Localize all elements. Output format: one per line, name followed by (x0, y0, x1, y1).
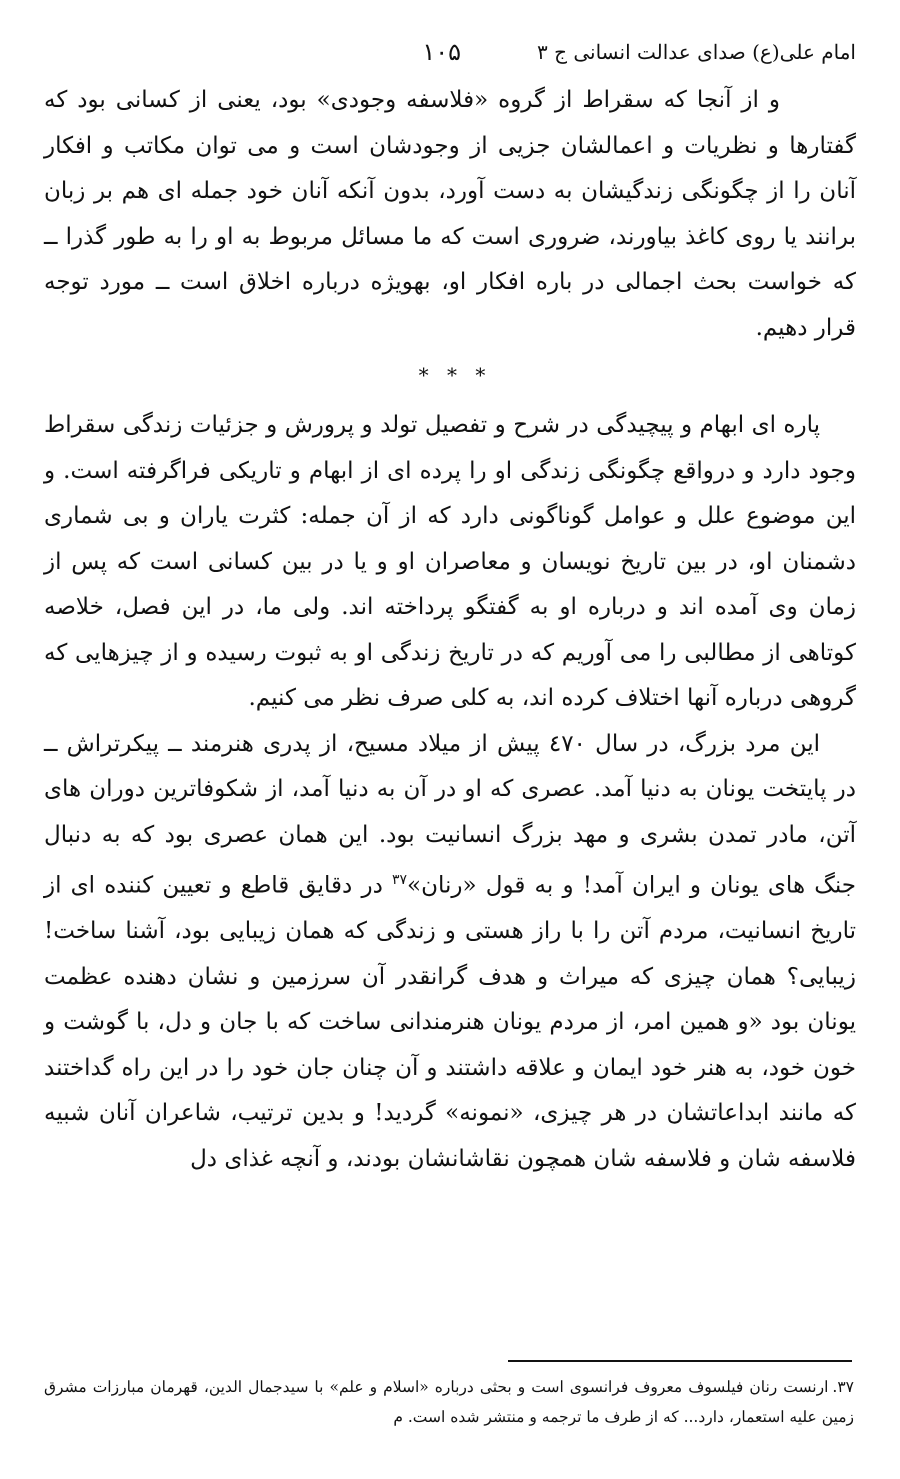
paragraph-2: پاره ای ابهام و پیچیدگی در شرح و تفصیل تولد و پرورش و جزئیات زندگی سقراط وجود دارد و درواقع چگونگی زندگی او را پرده ای از ابهام و تاریکی فراگرفته است. و این موضوع علل و عوامل گوناگونی دارد که از آن جمله: کثرت یاران و بی شماری دشمنان او، در بین تاریخ نویسان و معاصران او و یا در بین کسانی است که پس از زمان وی آمده اند و درباره او به گفتگو پرداخته اند. ولی ما، در این فصل، خلاصه کوتاهی از مطالبی را می آوریم که در تاریخ زندگی او به ثبوت رسیده و از چیزهایی که گروهی درباره آنها اختلاف کرده اند، به کلی صرف نظر می کنیم. (44, 412, 856, 711)
footnote-text: ارنست رنان فیلسوف معروف فرانسوی است و بحثی درباره «اسلام و علم» با سیدجمال الدین، قهرمان مبارزات مشرق زمین علیه استعمار، دارد... که از طرف ما ترجمه و منتشر شده است. م (44, 1378, 854, 1426)
page-number: ۱۰۵ (422, 38, 461, 66)
paragraph-1: و از آنجا که سقراط از گروه «فلاسفه وجودی» بود، یعنی از کسانی بود که گفتارها و نظریات و اعمالشان جزیی از وجودشان است و می توان مکاتب و افکار آنان را از چگونگی زندگیشان به دست آورد، بدون آنکه آنان خود جمله ای هم بر زبان برانند یا روی کاغذ بیاورند، ضروری است که ما مسائل مربوط به او را به طور گذرا ــ که خواست بحث اجمالی در باره افکار او، بهویژه درباره اخلاق است ــ مورد توجه قرار دهیم. (44, 87, 856, 341)
page-header (0, 34, 856, 70)
footnote-reference[interactable]: ۳۷ (392, 872, 408, 888)
page-body (44, 78, 856, 1182)
paragraph-3-part2: در دقایق قاطع و تعیین کننده ای از تاریخ انسانیت، مردم آتن را با راز هستی و زندگی که همان زیبایی بود، آشنا ساخت! زیبایی؟ همان چیزی که میراث و هدف گرانقدر آن سرزمین و نشان دهنده عظمت یونان بود «و همین امر، از مردم یونان هنرمندانی ساخت که با جان و دل، با گوشت و خون خود، به هنر خود ایمان و علاقه داشتند و آن چنان جان خود را در این راه گداختند که مانند ابداعاتشان در هر چیزی، «نمونه» گردید! و بدین ترتیب، شاعران آنان شبیه فلاسفه شان و فلاسفه شان همچون نقاشانشان بودند، و آنچه غذای دل (44, 872, 856, 1172)
paragraph-3-part1: این مرد بزرگ، در سال ٤٧٠ پیش از میلاد مسیح، از پدری هنرمند ــ پیکرتراش ــ در پایتخت یونان به دنیا آمد. عصری که او در آن به دنیا آمد، از شکوفاترین دوران های آتن، مادر تمدن بشری و مهد بزرگ انسانیت بود. این همان عصری بود که به دنبال جنگ های یونان و ایران آمد! و به قول «رنان» (44, 730, 856, 899)
footnote-number: ۳۷. (832, 1378, 854, 1396)
section-separator: * * * (418, 363, 492, 387)
paragraph-3 (44, 722, 856, 1183)
running-title: امام علی(ع) صدای عدالت انسانی ج ۳ (536, 40, 856, 64)
footnote (44, 1372, 854, 1432)
footnote-divider (508, 1360, 852, 1362)
